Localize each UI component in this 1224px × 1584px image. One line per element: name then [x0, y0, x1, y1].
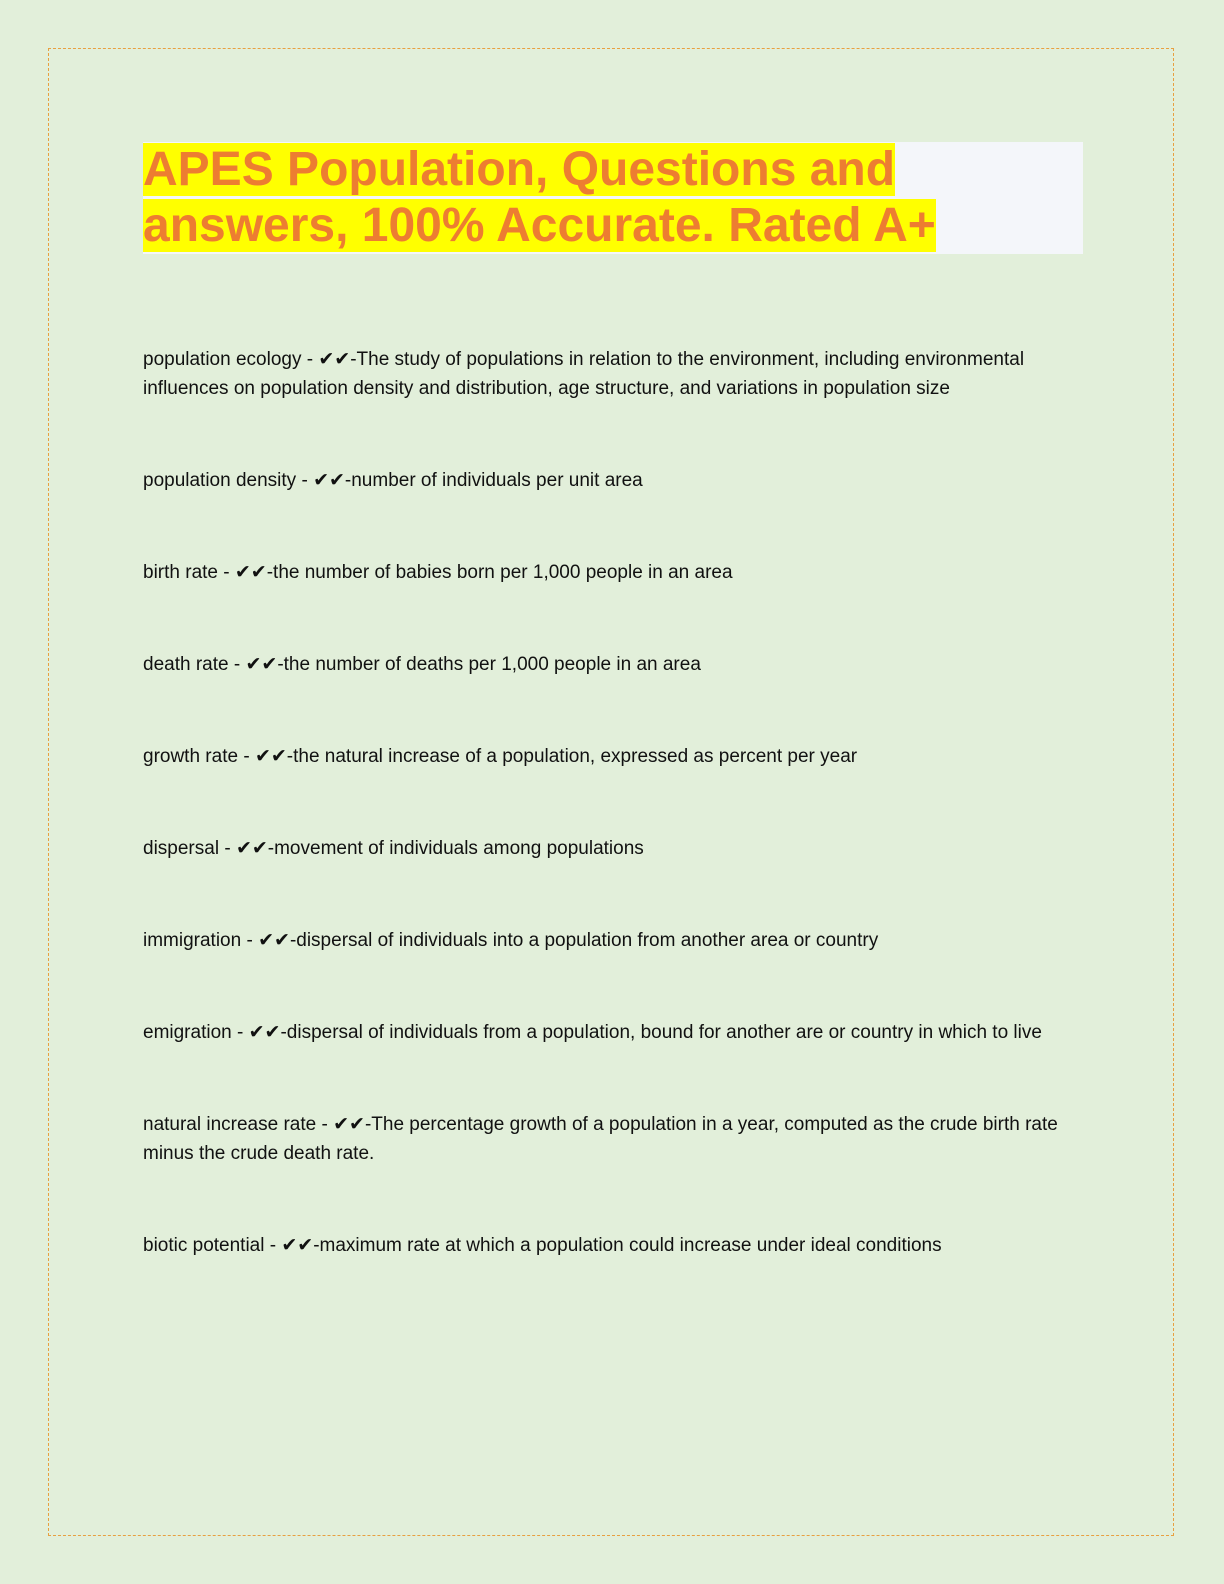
- entry-term: dispersal: [143, 838, 220, 859]
- document-title: [143, 142, 1083, 254]
- double-check-icon: ✔✔: [234, 561, 267, 583]
- list-item: growth rate - ✔✔-the natural increase of a population, expressed as percent per year: [143, 745, 858, 767]
- entry-definition: the number of deaths per 1,000 people in an area: [283, 654, 701, 675]
- list-item: population ecology - ✔✔-The study of populations in relation to the environment, including environmental influences on population density and distribution, age structure, and variations in population size: [143, 348, 1025, 399]
- entry-term: immigration: [143, 930, 242, 951]
- list-item: emigration - ✔✔-dispersal of individuals from a population, bound for another are or country in which to live: [143, 1021, 1042, 1043]
- entry-definition: maximum rate at which a population could increase under ideal conditions: [319, 1235, 942, 1256]
- entry-definition: The percentage growth of a population in a year, computed as the crude birth rate minus the crude death rate.: [143, 1114, 1058, 1164]
- list-item: biotic potential - ✔✔-maximum rate at which a population could increase under ideal conditions: [143, 1234, 942, 1256]
- list-item: birth rate - ✔✔-the number of babies born per 1,000 people in an area: [143, 561, 733, 583]
- entry-definition: dispersal of individuals into a population from another area or country: [296, 930, 879, 951]
- title-block: [143, 142, 1083, 254]
- entry-definition: the number of babies born per 1,000 people in an area: [273, 562, 733, 583]
- entry-term: biotic potential: [143, 1235, 265, 1256]
- list-item: population density - ✔✔-number of individuals per unit area: [143, 469, 643, 491]
- double-check-icon: ✔✔: [281, 1234, 314, 1256]
- entry-term: population density: [143, 470, 297, 491]
- list-item: immigration - ✔✔-dispersal of individuals into a population from another area or country: [143, 929, 879, 951]
- double-check-icon: ✔✔: [318, 348, 351, 370]
- list-item: death rate - ✔✔-the number of deaths per 1,000 people in an area: [143, 653, 701, 675]
- entry-term: death rate: [143, 654, 229, 675]
- double-check-icon: ✔✔: [248, 1021, 281, 1043]
- entry-term: population ecology: [143, 349, 302, 370]
- double-check-icon: ✔✔: [313, 469, 345, 491]
- double-check-icon: ✔✔: [333, 1113, 365, 1135]
- entry-term: birth rate: [143, 562, 218, 583]
- entry-term: emigration: [143, 1022, 232, 1043]
- entry-definition: The study of populations in relation to the environment, including environmental influences on population density and distribution, age structure, and variations in population size: [143, 349, 1025, 399]
- list-item: dispersal - ✔✔-movement of individuals among populations: [143, 837, 644, 859]
- double-check-icon: ✔✔: [258, 929, 290, 951]
- double-check-icon: ✔✔: [245, 653, 278, 675]
- entry-term: natural increase rate: [143, 1114, 317, 1135]
- double-check-icon: ✔✔: [254, 745, 287, 767]
- entry-definition: dispersal of individuals from a population, bound for another are or country in which to live: [286, 1022, 1042, 1043]
- flashcard-list: [143, 345, 1063, 1323]
- entry-definition: the natural increase of a population, expressed as percent per year: [293, 746, 858, 767]
- document-title-text: APES Population, Questions and answers, 100% Accurate. Rated A+: [143, 143, 936, 252]
- entry-definition: number of individuals per unit area: [351, 470, 643, 491]
- entry-term: growth rate: [143, 746, 239, 767]
- entry-definition: movement of individuals among populations: [274, 838, 644, 859]
- list-item: natural increase rate - ✔✔-The percentage growth of a population in a year, computed as the crude birth rate minus the crude death rate.: [143, 1113, 1058, 1164]
- double-check-icon: ✔✔: [235, 837, 268, 859]
